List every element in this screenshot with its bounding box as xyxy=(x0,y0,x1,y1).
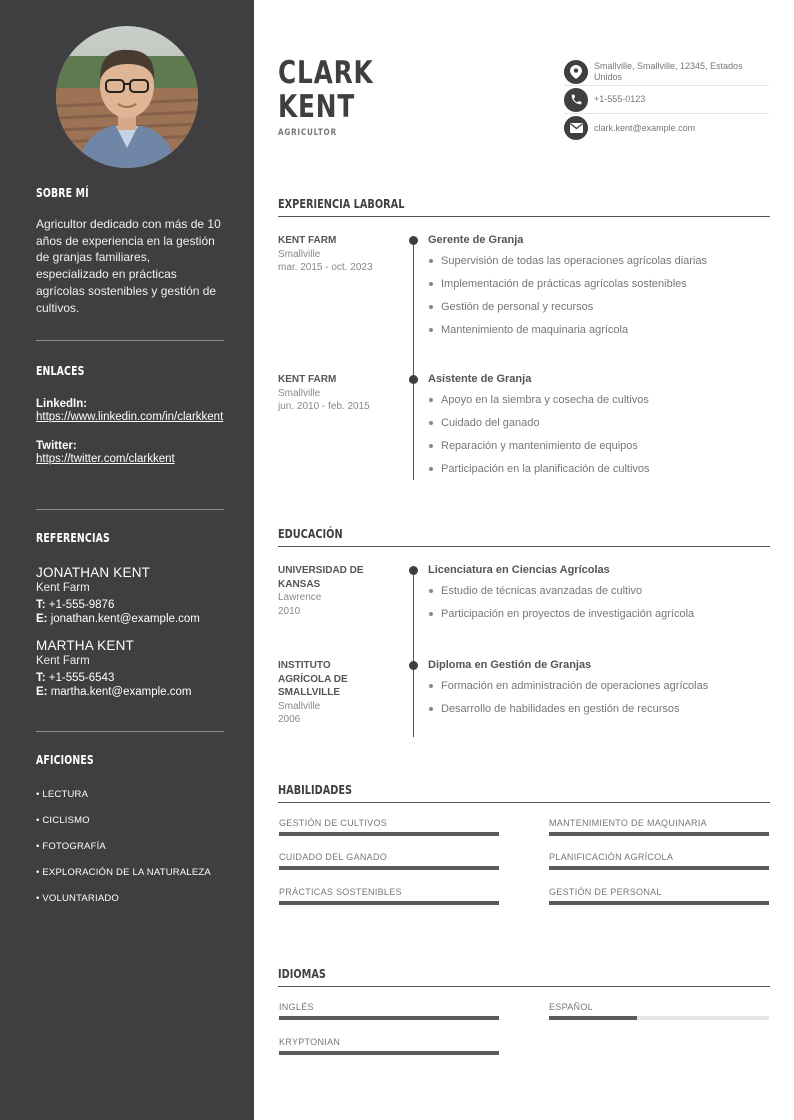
reference-org: Kent Farm xyxy=(36,655,90,667)
skill-label: CUIDADO DEL GANADO xyxy=(279,852,388,862)
skill-item xyxy=(279,852,499,870)
skill-item xyxy=(549,818,769,836)
reference-item xyxy=(36,565,224,625)
reference-item xyxy=(36,638,224,698)
education-title: EDUCACIÓN xyxy=(278,526,343,541)
divider xyxy=(36,509,224,510)
contact-phone: +1-555-0123 xyxy=(564,86,769,114)
list-item: Implementación de prácticas agrícolas sostenibles xyxy=(428,275,768,298)
skill-bar xyxy=(279,832,499,836)
divider xyxy=(36,731,224,732)
skill-label: PRÁCTICAS SOSTENIBLES xyxy=(279,887,402,897)
languages-title: IDIOMAS xyxy=(278,966,326,981)
location: Smallville xyxy=(278,248,321,260)
skill-fill xyxy=(279,901,499,905)
list-item: Participación en la planificación de cultivos xyxy=(428,460,768,483)
list-item: Supervisión de todas las operaciones agrícolas diarias xyxy=(428,252,768,275)
reference-phone: +1-555-6543 xyxy=(48,672,115,684)
year: 2006 xyxy=(278,714,301,725)
skill-fill xyxy=(549,832,769,836)
language-label: INGLÉS xyxy=(279,1002,314,1012)
skill-label: GESTIÓN DE CULTIVOS xyxy=(279,818,388,828)
language-item xyxy=(549,1002,769,1020)
hobby-item: • EXPLORACIÓN DE LA NATURALEZA xyxy=(36,867,211,878)
links-title: ENLACES xyxy=(36,364,85,378)
hobby-item: • FOTOGRAFÍA xyxy=(36,841,106,852)
timeline-dot xyxy=(409,566,418,575)
language-item xyxy=(279,1037,499,1055)
language-fill xyxy=(279,1016,499,1020)
location: Smallville xyxy=(278,700,321,712)
profile-photo xyxy=(56,26,198,168)
contact-address: Smallville, Smallville, 12345, Estados Unidos xyxy=(564,58,769,86)
reference-name: JONATHAN KENT xyxy=(36,565,151,580)
experience-title: EXPERIENCIA LABORAL xyxy=(278,196,405,211)
skill-bar xyxy=(279,901,499,905)
divider xyxy=(36,340,224,341)
hobby-item: • VOLUNTARIADO xyxy=(36,893,120,904)
degree-title: Diploma en Gestión de Granjas xyxy=(428,659,592,671)
reference-name: MARTHA KENT xyxy=(36,638,134,653)
job-title: Gerente de Granja xyxy=(428,234,524,246)
twitter-label: Twitter: xyxy=(36,439,77,452)
skill-bar xyxy=(279,866,499,870)
skill-bar xyxy=(549,901,769,905)
list-item: Apoyo en la siembra y cosecha de cultivos xyxy=(428,391,768,414)
skill-item xyxy=(279,887,499,905)
job-title: Asistente de Granja xyxy=(428,373,532,385)
date-range: mar. 2015 - oct. 2023 xyxy=(278,262,373,273)
language-fill xyxy=(549,1016,637,1020)
location: Lawrence xyxy=(278,592,322,603)
language-bar xyxy=(279,1016,499,1020)
sidebar xyxy=(0,0,254,1120)
reference-org: Kent Farm xyxy=(36,582,90,594)
list-item: Mantenimiento de maquinaria agrícola xyxy=(428,321,768,344)
language-fill xyxy=(279,1051,499,1055)
language-item xyxy=(279,1002,499,1020)
references-section xyxy=(36,531,224,698)
section-divider xyxy=(278,802,770,803)
contact-list xyxy=(564,58,769,142)
about-section xyxy=(36,186,224,316)
skill-bar xyxy=(549,832,769,836)
list-item: Formación en administración de operaciones agrícolas xyxy=(428,677,768,700)
links-section xyxy=(36,364,224,467)
skill-item xyxy=(549,887,769,905)
reference-phone: +1-555-9876 xyxy=(48,599,115,611)
list-item: Cuidado del ganado xyxy=(428,414,768,437)
school: INSTITUTO AGRÍCOLA DE SMALLVILLE xyxy=(278,660,348,698)
person-role: AGRICULTOR xyxy=(278,128,337,138)
language-label: ESPAÑOL xyxy=(549,1002,593,1012)
degree-title: Licenciatura en Ciencias Agrícolas xyxy=(428,564,610,576)
linkedin-label: LinkedIn: xyxy=(36,398,88,410)
language-bar xyxy=(279,1051,499,1055)
language-bar xyxy=(549,1016,769,1020)
list-item: Gestión de personal y recursos xyxy=(428,298,768,321)
references-title: REFERENCIAS xyxy=(36,531,110,545)
skill-item xyxy=(549,852,769,870)
list-item: Desarrollo de habilidades en gestión de recursos xyxy=(428,700,768,723)
skill-label: MANTENIMIENTO DE MAQUINARIA xyxy=(549,818,707,828)
skill-bar xyxy=(549,866,769,870)
hobby-item: • CICLISMO xyxy=(36,815,90,826)
date-range: jun. 2010 - feb. 2015 xyxy=(278,401,370,412)
skill-fill xyxy=(279,866,499,870)
skills-title: HABILIDADES xyxy=(278,782,353,797)
twitter-link[interactable]: https://twitter.com/clarkkent xyxy=(36,452,175,465)
section-divider xyxy=(278,216,770,217)
reference-email: martha.kent@example.com xyxy=(50,686,192,698)
school: UNIVERSIDAD DE KANSAS xyxy=(278,565,364,590)
person-name xyxy=(278,56,374,124)
about-title: SOBRE MÍ xyxy=(36,186,89,200)
phone-label: T: xyxy=(36,672,46,684)
location: Smallville xyxy=(278,387,321,399)
skill-label: GESTIÓN DE PERSONAL xyxy=(549,887,662,897)
email-label: E: xyxy=(36,686,48,698)
timeline-dot xyxy=(409,236,418,245)
phone-label: T: xyxy=(36,599,46,611)
envelope-icon xyxy=(564,116,588,140)
location-pin-icon xyxy=(564,60,588,84)
skill-label: PLANIFICACIÓN AGRÍCOLA xyxy=(549,852,674,862)
section-divider xyxy=(278,986,770,987)
hobby-item: • LECTURA xyxy=(36,789,89,800)
employer: KENT FARM xyxy=(278,235,337,246)
skill-fill xyxy=(549,866,769,870)
skill-fill xyxy=(279,832,499,836)
timeline-dot xyxy=(409,375,418,384)
hobbies-section xyxy=(36,753,224,919)
email-label: E: xyxy=(36,613,48,625)
last-name: KENT xyxy=(278,89,356,125)
about-text: Agricultor dedicado con más de 10 años de experiencia en la gestión de granjas familiares, especializado en prácticas agrícolas sostenibles y gestión de cultivos. xyxy=(36,217,221,315)
list-item: Reparación y mantenimiento de equipos xyxy=(428,437,768,460)
contact-email: clark.kent@example.com xyxy=(564,114,769,142)
skill-item xyxy=(279,818,499,836)
year: 2010 xyxy=(278,605,301,617)
employer: KENT FARM xyxy=(278,374,337,385)
language-label: KRYPTONIAN xyxy=(279,1037,341,1047)
timeline-dot xyxy=(409,661,418,670)
hobbies-title: AFICIONES xyxy=(36,753,94,767)
timeline-line xyxy=(413,570,414,737)
skill-fill xyxy=(549,901,769,905)
phone-icon xyxy=(564,88,588,112)
list-item: Participación en proyectos de investigación agrícola xyxy=(428,605,768,628)
list-item: Estudio de técnicas avanzadas de cultivo xyxy=(428,582,768,605)
first-name: CLARK xyxy=(278,55,374,91)
timeline-line xyxy=(413,240,414,480)
section-divider xyxy=(278,546,770,547)
linkedin-link[interactable]: https://www.linkedin.com/in/clarkkent xyxy=(36,411,224,423)
reference-email: jonathan.kent@example.com xyxy=(50,613,200,625)
